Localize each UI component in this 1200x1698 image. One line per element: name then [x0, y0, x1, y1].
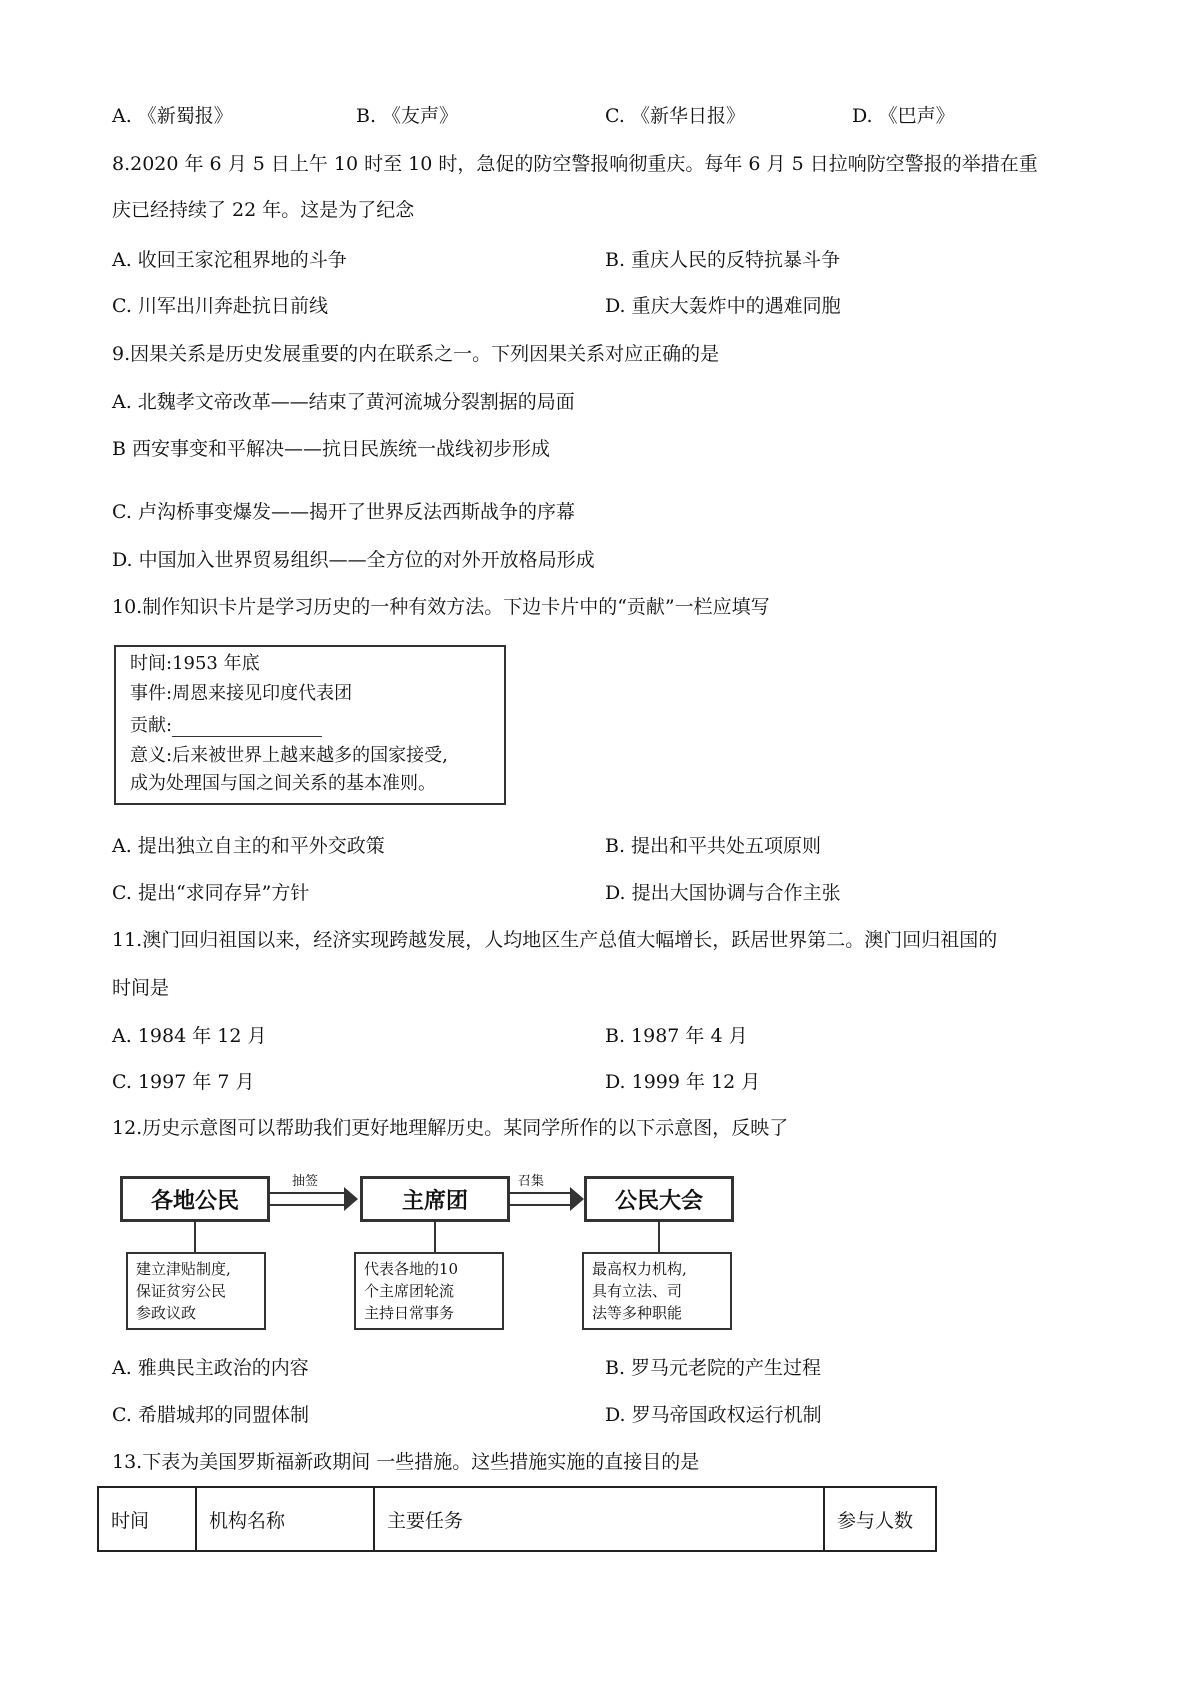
- card-blank: [172, 720, 322, 737]
- q13-table: [97, 1486, 937, 1552]
- q10-stem: 10.制作知识卡片是学习历史的一种有效方法。下边卡片中的“贡献”一栏应填写: [112, 596, 770, 618]
- diagram-arrow2-label: 召集: [518, 1174, 545, 1189]
- q8-option-c: C. 川军出川奔赴抗日前线: [112, 295, 328, 317]
- q9-stem: 9.因果关系是历史发展重要的内在联系之一。下列因果关系对应正确的是: [112, 343, 720, 365]
- diagram-arrow1: [270, 1192, 346, 1206]
- q8-option-a: A. 收回王家沱租界地的斗争: [112, 249, 347, 271]
- table-header-agency: 机构名称: [196, 1487, 374, 1551]
- q7-option-b: B. 《友声》: [356, 105, 459, 127]
- q7-option-c: C. 《新华日报》: [605, 105, 745, 127]
- card-event: 事件:周恩来接见印度代表团: [130, 683, 353, 704]
- note2-line1: 代表各地的10: [364, 1260, 459, 1278]
- note2-line3: 主持日常事务: [364, 1304, 455, 1322]
- diagram-connector-3: [658, 1222, 660, 1252]
- note3-line3: 法等多种职能: [592, 1304, 683, 1322]
- q7-option-d: D. 《巴声》: [852, 105, 955, 127]
- q8-option-b: B. 重庆人民的反特抗暴斗争: [605, 249, 841, 271]
- q11-option-b: B. 1987 年 4 月: [605, 1025, 748, 1047]
- q10-option-a: A. 提出独立自主的和平外交政策: [112, 835, 385, 857]
- q9-option-d: D. 中国加入世界贸易组织——全方位的对外开放格局形成: [112, 549, 595, 571]
- q9-option-c: C. 卢沟桥事变爆发——揭开了世界反法西斯战争的序幕: [112, 501, 575, 523]
- table-header-time: 时间: [98, 1487, 196, 1551]
- diagram-note-presidium: [354, 1252, 504, 1330]
- note1-line2: 保证贫穷公民: [136, 1282, 227, 1300]
- card-significance-line1: 意义:后来被世界上越来越多的国家接受,: [130, 745, 448, 766]
- q11-stem-line2: 时间是: [112, 977, 170, 999]
- diagram-connector-2: [434, 1222, 436, 1252]
- q11-stem-line1: 11.澳门回归祖国以来，经济实现跨越发展，人均地区生产总值大幅增长，跃居世界第二。澳门回归祖国的: [112, 929, 998, 951]
- q12-option-b: B. 罗马元老院的产生过程: [605, 1357, 822, 1379]
- q11-option-c: C. 1997 年 7 月: [112, 1071, 255, 1093]
- q13-stem: 13.下表为美国罗斯福新政期间 一些措施。这些措施实施的直接目的是: [112, 1451, 700, 1473]
- diagram-arrow1-head: [344, 1187, 358, 1211]
- diagram-arrow2: [510, 1192, 572, 1206]
- diagram-note-assembly: [582, 1252, 732, 1330]
- q8-option-d: D. 重庆大轰炸中的遇难同胞: [605, 295, 841, 317]
- card-significance-line2: 成为处理国与国之间关系的基本准则。: [130, 773, 436, 794]
- q11-option-a: A. 1984 年 12 月: [112, 1025, 267, 1047]
- table-header-row: [98, 1487, 936, 1551]
- diagram-arrow2-head: [570, 1187, 584, 1211]
- q9-option-b: B 西安事变和平解决——抗日民族统一战线初步形成: [112, 438, 551, 460]
- note2-line2: 个主席团轮流: [364, 1282, 455, 1300]
- card-contribution-label: 贡献:: [130, 715, 173, 736]
- q12-option-a: A. 雅典民主政治的内容: [112, 1357, 309, 1379]
- q7-option-a: A. 《新蜀报》: [112, 105, 233, 127]
- diagram-arrow1-label: 抽签: [292, 1174, 319, 1189]
- note3-line1: 最高权力机构,: [592, 1260, 687, 1278]
- diagram-note-citizens: [126, 1252, 266, 1330]
- q9-option-a: A. 北魏孝文帝改革——结束了黄河流城分裂割据的局面: [112, 391, 575, 413]
- card-time: 时间:1953 年底: [130, 653, 260, 674]
- note1-line1: 建立津贴制度,: [136, 1260, 231, 1278]
- q12-stem: 12.历史示意图可以帮助我们更好地理解历史。某同学所作的以下示意图，反映了: [112, 1117, 789, 1139]
- q12-option-c: C. 希腊城邦的同盟体制: [112, 1404, 309, 1426]
- diagram-box-presidium: 主席团: [360, 1176, 510, 1222]
- q8-stem-line1: 8.2020 年 6 月 5 日上午 10 时至 10 时，急促的防空警报响彻重庆。每年 6 月 5 日拉响防空警报的举措在重: [112, 153, 1038, 175]
- table-header-task: 主要任务: [374, 1487, 824, 1551]
- q12-option-d: D. 罗马帝国政权运行机制: [605, 1404, 822, 1426]
- diagram-box-citizens: 各地公民: [120, 1176, 270, 1222]
- table-header-participants: 参与人数: [824, 1487, 936, 1551]
- q8-stem-line2: 庆已经持续了 22 年。这是为了纪念: [112, 199, 415, 221]
- knowledge-card: [114, 645, 506, 805]
- q10-option-d: D. 提出大国协调与合作主张: [605, 882, 841, 904]
- diagram-box-assembly: 公民大会: [584, 1176, 734, 1222]
- q10-option-c: C. 提出“求同存异”方针: [112, 882, 310, 904]
- note1-line3: 参政议政: [136, 1304, 197, 1322]
- card-contribution: [130, 715, 322, 737]
- q10-option-b: B. 提出和平共处五项原则: [605, 835, 822, 857]
- q11-option-d: D. 1999 年 12 月: [605, 1071, 761, 1093]
- diagram-connector-1: [194, 1222, 196, 1252]
- note3-line2: 具有立法、司: [592, 1282, 683, 1300]
